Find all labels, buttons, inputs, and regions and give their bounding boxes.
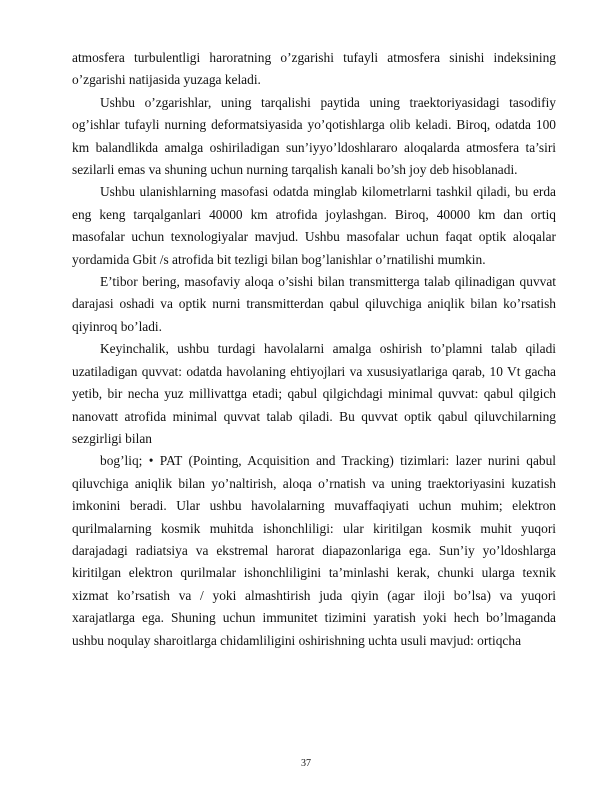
paragraph-2: Ushbu o’zgarishlar, uning tarqalishi paytida uning traektoriyasidagi tasodifiy og’ishlar tufayli nurning deformatsiyasida yo’qotishlarga olib keladi. Biroq, odatda 100 km balandlikda amalga oshiriladigan sun’iyyo’ldoshlararo aloqalarda atmosfera ta’siri sezilarli emas va shuning uchun nurning tarqalish kanali bo’sh joy deb hisoblanadi.: [72, 94, 556, 178]
page-number: 37: [301, 758, 311, 769]
paragraph-4: E’tibor bering, masofaviy aloqa o’sishi bilan transmitterga talab qilinadigan quvvat darajasi oshadi va optik nurni transmitterdan qabul qiluvchiga aniqlik bilan ko’rsatish qiyinroq bo’ladi.: [72, 274, 556, 334]
paragraph-6: bog’liq; • PAT (Pointing, Acquisition and Tracking) tizimlari: lazer nurini qabul qiluvchiga aniqlik bilan yo’naltirish, aloqa o’rnatish va uning traektoriyasini kuzatish imkonini beradi. Ular ushbu havolalarning muvaffaqiyati uchun muhim; elektron qurilmalarning kosmik muhitda ishonchliligi: ular kiritilgan kosmik muhit yuqori darajadagi radiatsiya va ekstremal harorat diapazonlariga ega. Sun’iy yo’ldoshlarga kiritilgan elektron qurilmalar ishonchliligini ta’minlashi kerak, chunki ularga texnik xizmat ko’rsatish va / yoki almashtirish juda qiyin (agar iloji bo’lsa) va yuqori xarajatlarga ega. Shuning uchun immunitet tizimini yaratish yoki hech bo’lmaganda ushbu noqulay sharoitlarga chidamliligini oshirishning uchta usuli mavjud: ortiqcha: [72, 453, 556, 648]
paragraph-5: Keyinchalik, ushbu turdagi havolalarni amalga oshirish to’plamni talab qiladi uzatiladigan quvvat: odatda havolaning ehtiyojlari va xususiyatlariga qarab, 10 Vt gacha yetib, bir necha yuz millivattga etadi; qabul qilgichdagi minimal quvvat: qabul qilgich nanovatt atrofida minimal quvvat talab qiladi. Bu quvvat optik qabul qiluvchilarning sezgirligi bilan: [72, 341, 556, 446]
page-body: [72, 47, 556, 652]
paragraph-1: atmosfera turbulentligi haroratning o’zgarishi tufayli atmosfera sinishi indeksining o’zgarishi natijasida yuzaga keladi.: [72, 50, 556, 88]
paragraph-3: Ushbu ulanishlarning masofasi odatda minglab kilometrlarni tashkil qiladi, bu erda eng keng tarqalganlari 40000 km atrofida joylashgan. Biroq, 40000 km dan ortiq masofalar uchun texnologiyalar mavjud. Ushbu masofalar uchun faqat optik aloqalar yordamida Gbit /s atrofida bit tezligi bilan bog’lanishlar o’rnatilishi mumkin.: [72, 184, 556, 267]
